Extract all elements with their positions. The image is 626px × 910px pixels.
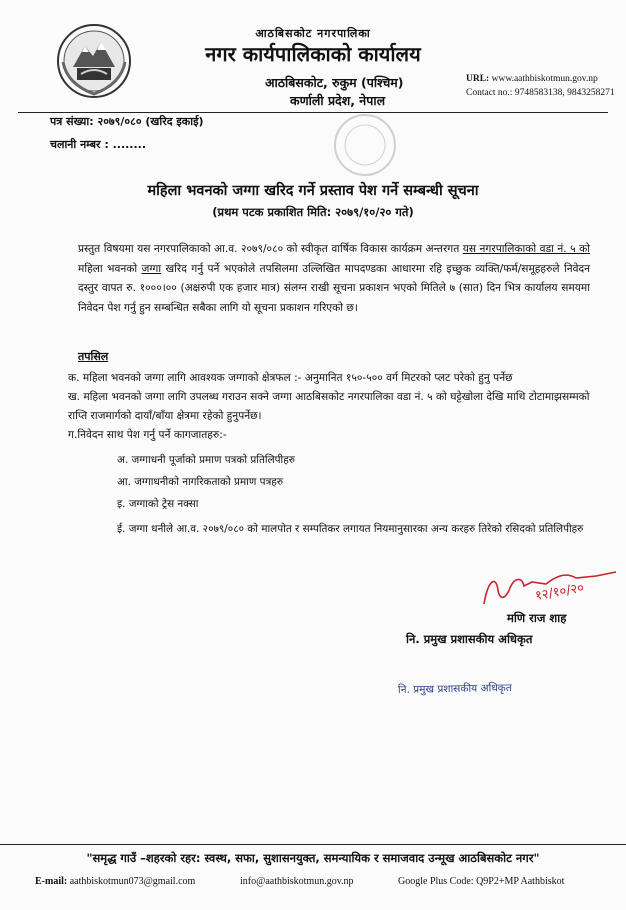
letter-number: पत्र संख्या: २०७९/०८० (खरिद इकाई) <box>50 115 204 128</box>
doc-item-3: इ. जग्गाको ट्रेस नक्सा <box>117 498 199 510</box>
footer-plus-code <box>398 876 564 887</box>
notice-title: महिला भवनको जग्गा खरिद गर्ने प्रस्ताव पेश गर्ने सम्बन्धी सूचना <box>147 183 479 199</box>
plus-code-label: Google Plus Code: <box>398 876 474 887</box>
signatory-position: नि. प्रमुख प्रशासकीय अधिकृत <box>406 632 533 646</box>
address-line-2: कर्णाली प्रदेश, नेपाल <box>290 93 386 108</box>
signatory-name: मणि राज शाह <box>507 611 567 625</box>
para-part-2: महिला भवनको <box>78 262 142 275</box>
contact-block <box>466 72 615 100</box>
url-value: www.aathbiskotmun.gov.np <box>491 74 598 84</box>
para-underlined-ward: यस नगरपालिकाको वडा नं. ५ को <box>462 243 590 255</box>
para-underlined-land: जग्गा <box>141 262 162 275</box>
dispatch-number: चलानी नम्बर : ........ <box>50 138 147 151</box>
criteria-item-ka: क. महिला भवनको जग्गा लागि आवश्यक जग्गाको क्षेत्रफल :- अनुमानित १५०-५०० वर्ग मिटरको प्लट परेको हुनु पर्नेछ <box>68 372 513 384</box>
email-label: E-mail: <box>35 876 68 887</box>
footer-slogan: "समृद्ध गाउँ –शहरको रहर: स्वस्थ, सफा, सुशासनयुक्त, समन्यायिक र समाजवाद उन्मूख आठबिसकोट नगर" <box>86 851 540 865</box>
office-title: नगर कार्यपालिकाको कार्यालय <box>205 42 421 66</box>
doc-item-2: आ. जग्गाधनीको नागरिकताको प्रमाण पत्रहरु <box>117 476 284 488</box>
contact-label: Contact no.: <box>466 88 513 98</box>
handwritten-signature <box>476 570 626 610</box>
municipality-name-small: आठबिसकोट नगरपालिका <box>255 27 371 40</box>
notice-subtitle: (प्रथम पटक प्रकाशित मिति: २०७९/१०/२० गते) <box>212 205 414 219</box>
contact-value: 9748583138, 9843258271 <box>514 88 615 98</box>
address-line-1: आठबिसकोट, रुकुम (पश्चिम) <box>265 75 404 90</box>
criteria-item-ga: ग.निवेदन साथ पेश गर्नु पर्ने कागजातहरु:- <box>68 429 227 441</box>
para-part-1: प्रस्तुत विषयमा यस नगरपालिकाको आ.व. २०७९/०८० को स्वीकृत वार्षिक विकास कार्यक्रम अन्तरगत <box>78 243 463 255</box>
criteria-list <box>68 369 608 445</box>
faded-stamp-mark <box>330 110 400 180</box>
footer-email-2: info@aathbiskotmun.gov.np <box>240 876 354 887</box>
para-part-3: खरिद गर्नु पर्ने भएकोले तपसिलमा उल्लिखित मापदण्डका आधारमा रहि इच्छुक व्यक्ति/फर्म/समूहहरुले निवेदन दस्तुर वापत रु. १०००।०० (अक्षरुपी एक हजार मात्र) संलग्न राखी सूचना प्रकाशन भएको मितिले ७ (सात) दिन भित्र कार्यालय समयमा निवेदन पेश गर्नु हुन सम्बन्धित सबैका लागि यो सूचना प्रकाशन गरिएको छ। <box>78 262 590 315</box>
signature-date: १२/१०/२० <box>534 580 586 604</box>
footer-email-1 <box>35 876 195 887</box>
doc-item-4: ई. जग्गा धनीले आ.व. २०७९/०८० को मालपोत र सम्पतिकर लगायत नियमानुसारका अन्य करहरु तिरेको रसिदको प्रतिलिपीहरु <box>117 523 584 535</box>
footer-divider <box>0 844 626 845</box>
url-label: URL: <box>466 74 490 84</box>
tapsil-heading: तपसिल <box>78 350 109 363</box>
plus-code-value: Q9P2+MP Aathbiskot <box>476 876 565 887</box>
criteria-item-kha: ख. महिला भवनको जग्गा लागि उपलब्ध गराउन सक्ने जग्गा आठबिसकोट नगरपालिका वडा नं. ५ को घट्टेखोला देखि माथि टोटामाझसम्मको राप्ति राजमार्गको दायाँ/बाँया क्षेत्रमा रहेको हुनुपर्नेछ। <box>68 391 590 422</box>
header-divider <box>18 112 608 113</box>
notice-paragraph <box>78 240 590 319</box>
doc-item-1: अ. जग्गाधनी पूर्जाको प्रमाण पत्रको प्रतिलिपीहरु <box>117 454 295 466</box>
official-stamp: नि. प्रमुख प्रशासकीय अधिकृत <box>397 682 512 696</box>
email-value: aathbiskotmun073@gmail.com <box>69 876 196 887</box>
